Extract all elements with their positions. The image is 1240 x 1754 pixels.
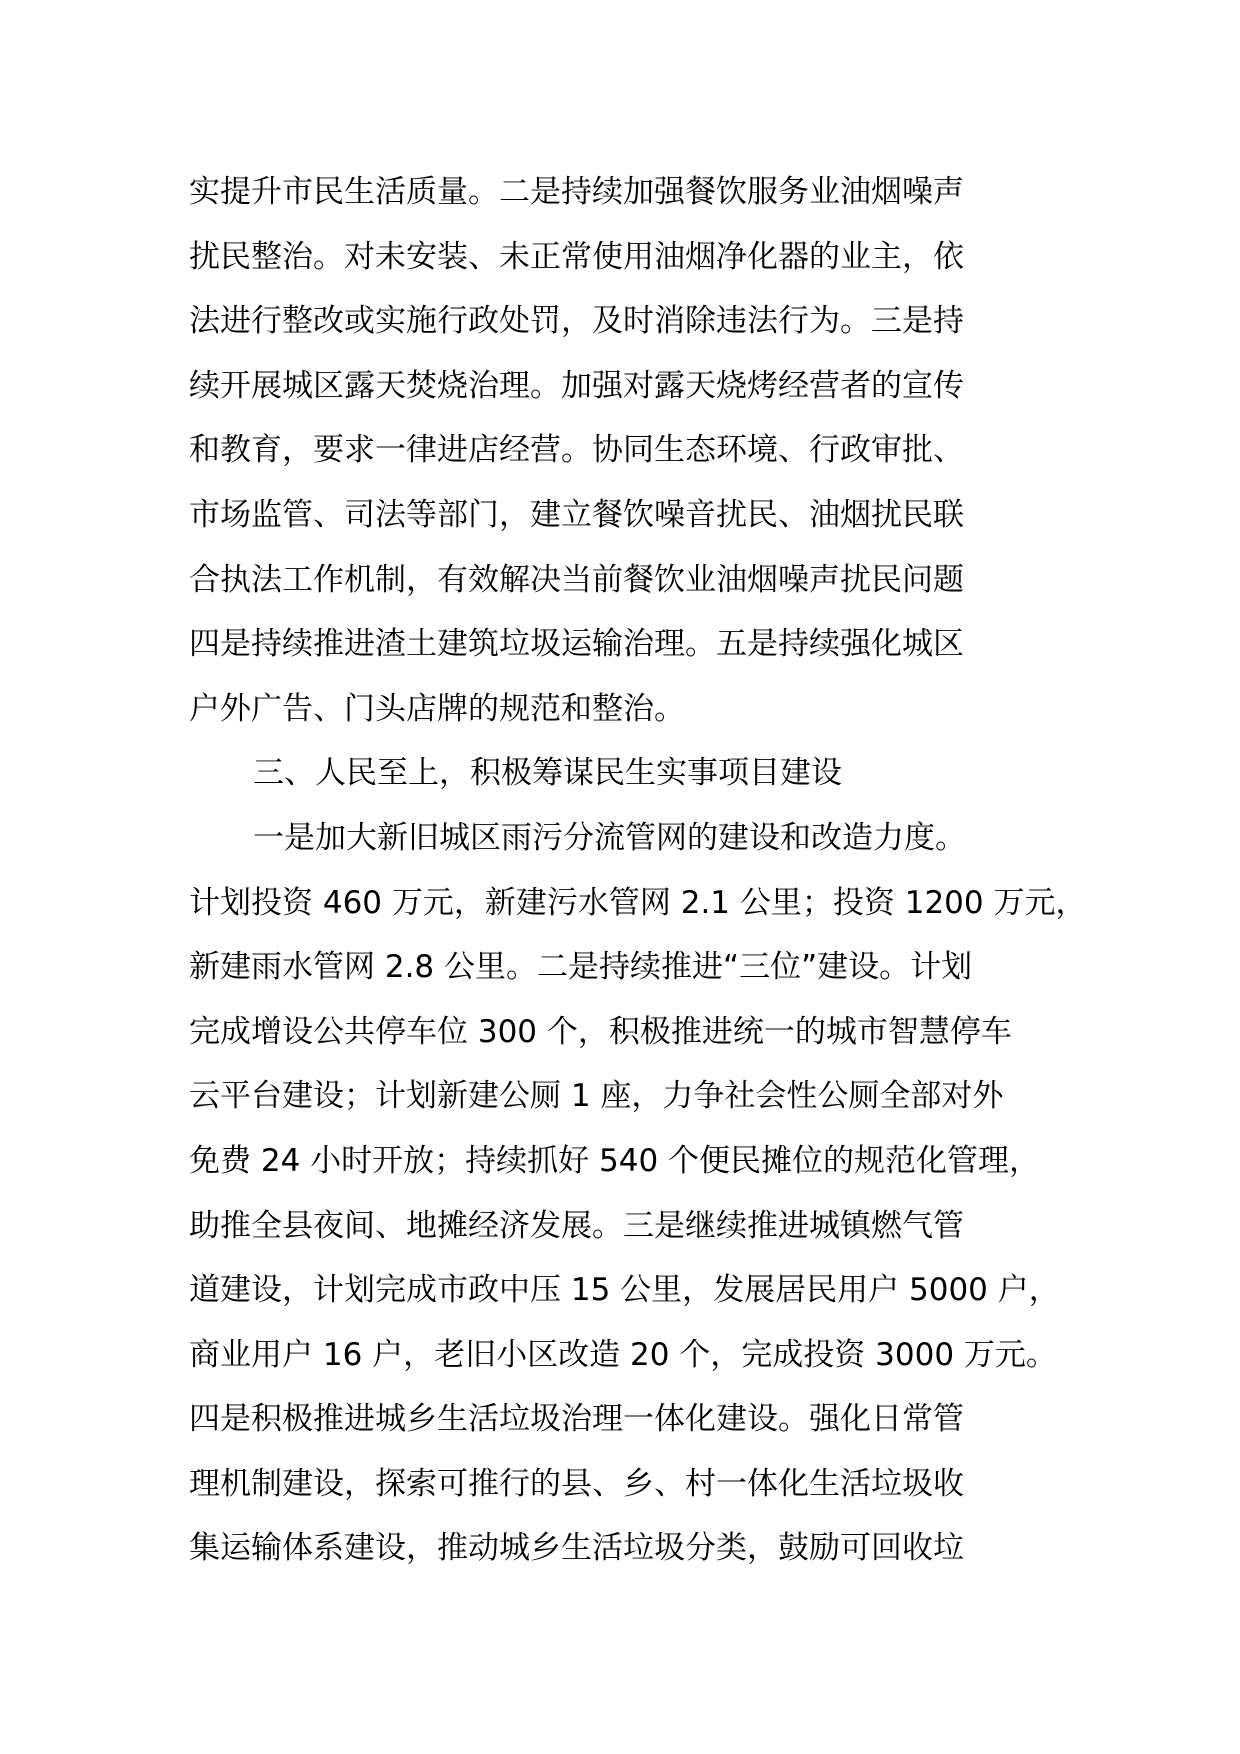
text-line: 扰民整治。对未安装、未正常使用油烟净化器的业主，依 [189,238,964,275]
text-line: 四是积极推进城乡生活垃圾治理一体化建设。强化日常管 [189,1401,964,1438]
text-line: 集运输体系建设，推动城乡生活垃圾分类，鼓励可回收垃 [189,1530,964,1567]
paragraph-first-line: 一是加大新旧城区雨污分流管网的建设和改造力度。 [253,819,966,856]
text-line: 市场监管、司法等部门，建立餐饮噪音扰民、油烟扰民联 [189,496,964,533]
text-line: 新建雨水管网 2.8 公里。二是持续推进“三位”建设。计划 [189,949,973,986]
text-line: 理机制建设，探索可推行的县、乡、村一体化生活垃圾收 [189,1465,964,1502]
text-line: 和教育，要求一律进店经营。协同生态环境、行政审批、 [189,432,964,469]
text-line: 续开展城区露天焚烧治理。加强对露天烧烤经营者的宣传 [189,367,964,404]
section-heading: 三、人民至上，积极筹谋民生实事项目建设 [253,755,842,792]
body-text [189,160,1089,1581]
text-line: 实提升市民生活质量。二是持续加强餐饮服务业油烟噪声 [189,174,964,210]
text-line: 计划投资 460 万元，新建污水管网 2.1 公里；投资 1200 万元， [189,884,1087,921]
text-line: 商业用户 16 户，老旧小区改造 20 个，完成投资 3000 万元。 [189,1336,1057,1373]
text-line: 道建设，计划完成市政中压 15 公里，发展居民用户 5000 户， [189,1272,1060,1309]
text-line: 完成增设公共停车位 300 个，积极推进统一的城市智慧停车 [189,1013,1012,1050]
text-line: 户外广告、门头店牌的规范和整治。 [189,690,685,727]
text-line: 四是持续推进渣土建筑垃圾运输治理。五是持续强化城区 [189,626,964,663]
text-line: 助推全县夜间、地摊经济发展。三是继续推进城镇燃气管 [189,1207,964,1244]
text-line: 免费 24 小时开放；持续抓好 540 个便民摊位的规范化管理， [189,1142,1041,1179]
text-line: 云平台建设；计划新建公厕 1 座，力争社会性公厕全部对外 [189,1078,1004,1115]
text-line: 合执法工作机制，有效解决当前餐饮业油烟噪声扰民问题 [189,561,964,598]
text-line: 法进行整改或实施行政处罚，及时消除违法行为。三是持 [189,303,964,340]
